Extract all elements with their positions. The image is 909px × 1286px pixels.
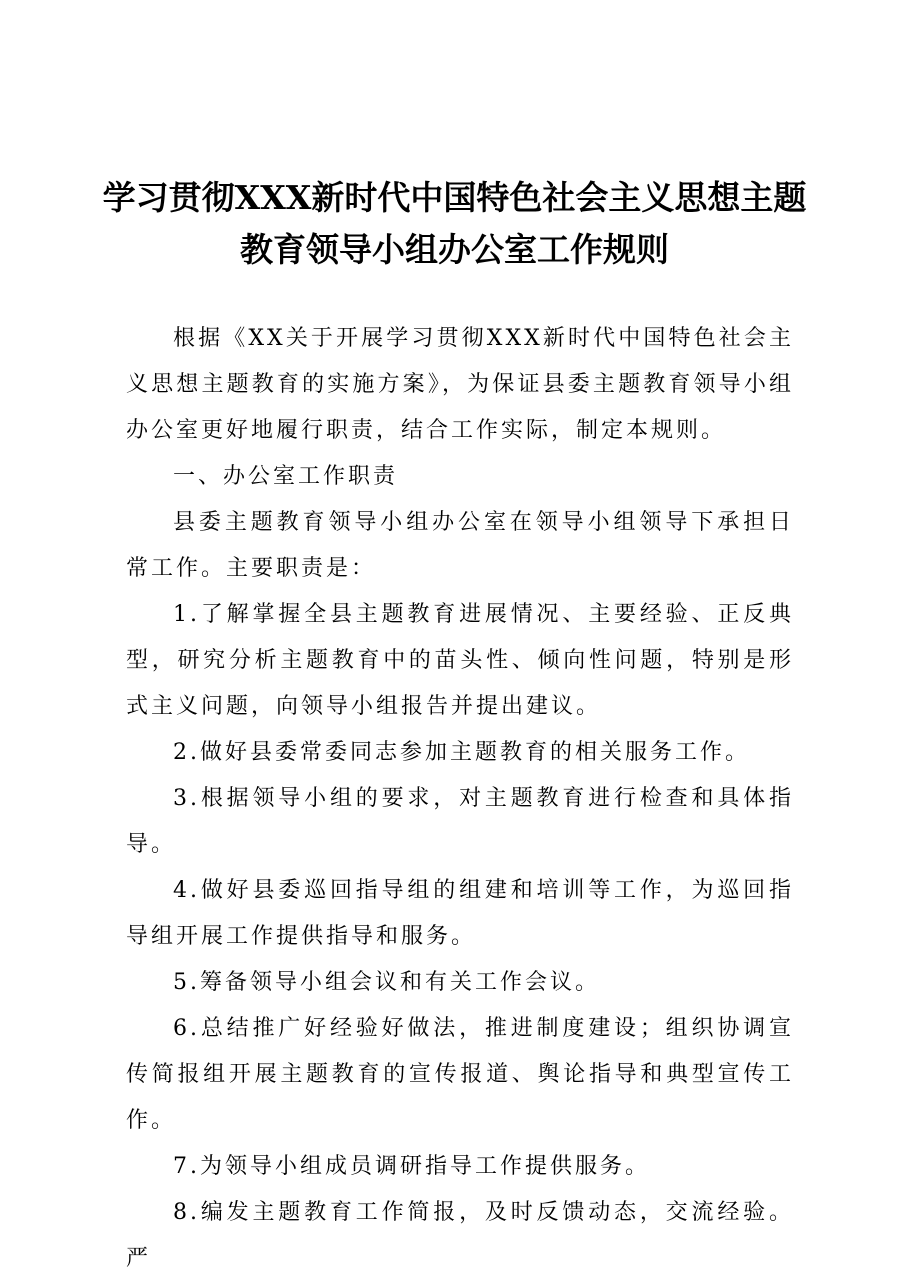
paragraph-intro: 根据《XX关于开展学习贯彻XXX新时代中国特色社会主义思想主题教育的实施方案》，为保证县委主题教育领导小组办公室更好地履行职责，结合工作实际，制定本规则。 (126, 326, 794, 443)
duty-item-4: 4.做好县委巡回指导组的组建和培训等工作，为巡回指导组开展工作提供指导和服务。 (126, 878, 794, 949)
duty-item-5: 5.筹备领导小组会议和有关工作会议。 (173, 970, 600, 995)
duty-item-6: 6.总结推广好经验好做法，推进制度建设；组织协调宣传简报组开展主题教育的宣传报道、舆论指导和典型宣传工作。 (126, 1016, 794, 1133)
duty-item-1: 1.了解掌握全县主题教育进展情况、主要经验、正反典型，研究分析主题教育中的苗头性、倾向性问题，特别是形式主义问题，向领导小组报告并提出建议。 (126, 602, 794, 719)
duty-item-7: 7.为领导小组成员调研指导工作提供服务。 (173, 1154, 650, 1179)
document-title: 学习贯彻XXX新时代中国特色社会主义思想主题教育领导小组办公室工作规则 (102, 178, 807, 269)
paragraph-duties-intro: 县委主题教育领导小组办公室在领导小组领导下承担日常工作。主要职责是： (126, 510, 794, 581)
section-heading-office-duties: 一、办公室工作职责 (173, 464, 399, 489)
duty-item-2: 2.做好县委常委同志参加主题教育的相关服务工作。 (173, 740, 750, 765)
duty-item-3: 3.根据领导小组的要求，对主题教育进行检查和具体指导。 (126, 786, 794, 857)
document-body (126, 316, 794, 1282)
duty-item-8: 8.编发主题教育工作简报，及时反馈动态，交流经验。严 (126, 1200, 794, 1271)
